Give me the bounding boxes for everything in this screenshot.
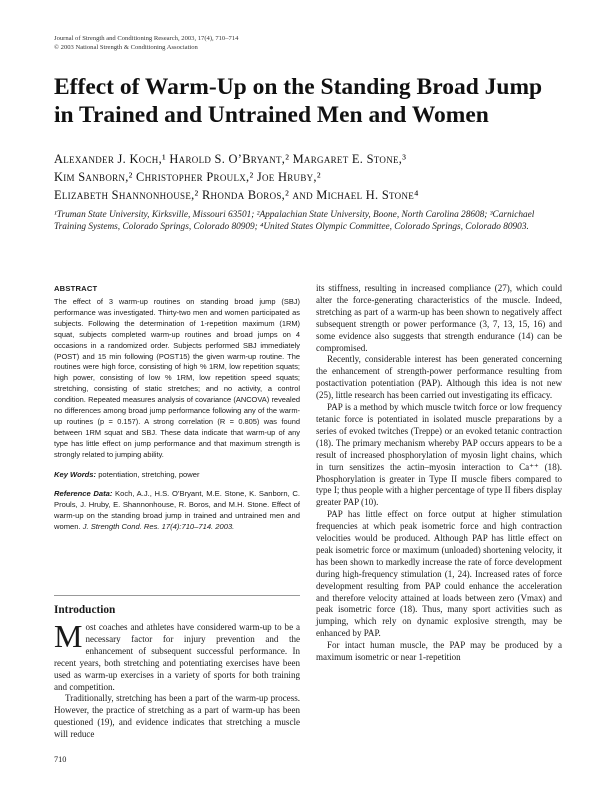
key-words-text: potentiation, stretching, power (98, 469, 200, 479)
copyright-line: © 2003 National Strength & Conditioning Association (54, 43, 198, 51)
journal-header (54, 35, 238, 52)
intro-paragraph-1-text: ost coaches and athletes have considered warm-up to be a necessary factor for injury prevention and the enhancement of subsequent successful performance. In recent years, both stretching and potentiating exercises have been used as warm-up exercises in a variety of sports for both training and competition. (54, 622, 300, 692)
introduction-heading: Introduction (54, 604, 116, 616)
page-number: 710 (54, 755, 67, 764)
left-column (54, 283, 300, 532)
right-column (316, 283, 562, 664)
affiliations: ¹Truman State University, Kirksville, Missouri 63501; ²Appalachian State University, Boone, North Carolina 28608; ³Carnichael Training Systems, Colorado Springs, Colorado 80909; ⁴United States Olympic Committee, Colorado Springs, Colorado 80903. (54, 210, 535, 233)
reference-data (54, 488, 300, 532)
key-words-label: Key Words: (54, 469, 97, 479)
right-paragraph-1: its stiffness, resulting in increased compliance (27), which could alter the force-generating characteristics of the muscle. Indeed, stretching as part of a warm-up has been shown to negatively affect subsequent strength or power performance (3, 7, 13, 15, 16) and some evidence also suggests that strength endurance (14) can be compromised. (316, 283, 562, 353)
drop-cap: M (54, 618, 83, 654)
intro-paragraph-2: Traditionally, stretching has been a part of the warm-up process. However, the practice of stretching as a part of warm-up has been questioned (19), and evidence indicates that stretching a muscle will reduce (54, 693, 300, 740)
author-list (54, 151, 574, 204)
title-line-2: in Trained and Untrained Men and Women (54, 101, 489, 128)
authors-line-1: Alexander J. Koch,¹ Harold S. O’Bryant,² Margaret E. Stone,³ (54, 152, 407, 166)
authors-line-3: Elizabeth Shannonhouse,² Rhonda Boros,² and Michael H. Stone⁴ (54, 187, 419, 202)
right-paragraph-5: For intact human muscle, the PAP may be produced by a maximum isometric or near 1-repetition (316, 640, 562, 663)
right-paragraph-2: Recently, considerable interest has been generated concerning the enhancement of strength-power performance resulting from postactivation potentiation (PAP). Although this idea is not new (25), little research has been carried out investigating its efficacy. (316, 354, 562, 401)
right-paragraph-3: PAP is a method by which muscle twitch force or low frequency tetanic force is potentiated in isolated muscle preparations by a series of evoked twitches (Treppe) or an evoked tetanic contraction (18). The primary mechanism whereby PAP occurs appears to be a result of increased phosphorylation of myosin light chains, which in turn sensitizes the actin–myosin interaction to Ca⁺⁺ (18). Phosphorylation is greater in Type II muscle fibers compared to type I; thus people with a higher percentage of type II fibers display greater PAP (10). (316, 402, 562, 508)
article-title (54, 74, 564, 129)
reference-data-label: Reference Data: (54, 488, 113, 498)
abstract-heading: ABSTRACT (54, 284, 98, 293)
reference-data-citation: J. Strength Cond. Res. 17(4):710–714. 2003. (82, 521, 235, 531)
introduction-body (54, 618, 300, 741)
title-line-1: Effect of Warm-Up on the Standing Broad Jump (54, 74, 543, 100)
section-divider (54, 595, 300, 596)
reference-data-text: Koch, A.J., H.S. O’Bryant, M.E. Stone, K. Sanborn, C. Prouls, J. Hruby, E. Shannonhouse, R. Boros, and M.H. Stone. Effect of warm-up on the standing broad jump in trained and untrained men and women. (54, 488, 300, 531)
intro-paragraph-1 (54, 618, 300, 693)
right-paragraph-4: PAP has little effect on force output at higher stimulation frequencies at which peak isometric force and high contraction velocities would be produced. Although PAP has little effect on peak isometric force or maximum (unloaded) shortening velocity, it has been shown to markedly increase the rate of force development during high-frequency stimulation (1, 24). Increased rates of force development resulting from PAP could enhance the acceleration and therefore velocity attained at loads between zero (Vmax) and peak isometric force (18). Thus, many sport activities such as jumping, which rely on dynamic explosive strength, may be enhanced by PAP. (316, 509, 562, 639)
authors-line-2: Kim Sanborn,² Christopher Proulx,² Joe Hruby,² (54, 169, 321, 184)
key-words (54, 469, 300, 480)
abstract-text: The effect of 3 warm-up routines on standing broad jump (SBJ) performance was investigated. Thirty-two men and women participated as subjects. Following the determination of 1-repetition maximum (1RM) squat, subjects completed warm-up routines and broad jumps on 4 occasions in a randomized order. Subjects performed SBJ immediately (POST) and 15 min following (POST15) the given warm-up routine. The routines were high force, consisting of high % 1RM, low repetition squats; high power, consisting of low % 1RM, low repetition speed squats; stretching, consisting of static stretches; and no activity, a control condition. Repeated measures analysis of covariance (ANCOVA) revealed no differences among broad jump performance following any of the warm-up routines (p = 0.157). A strong correlation (R = 0.805) was found between 1RM squat and SBJ. These data indicate that warm-up of any type has little effect on jump performance and that maximum strength is strongly related to jumping ability. (54, 297, 300, 459)
journal-citation-line: Journal of Strength and Conditioning Research, 2003, 17(4), 710–714 (54, 35, 239, 42)
